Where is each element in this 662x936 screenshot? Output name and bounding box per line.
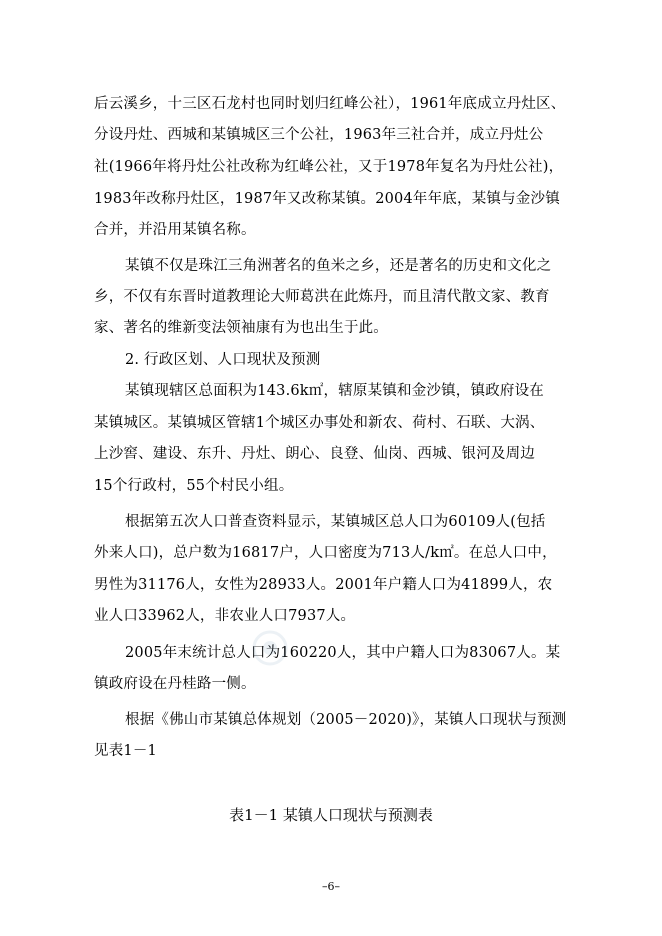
paragraph-line: 镇政府设在丹桂路一侧。: [94, 676, 256, 692]
paragraph-line: 某镇现辖区总面积为143.6k㎡，辖原某镇和金沙镇，镇政府设在: [125, 383, 544, 399]
paragraph-line: 某镇城区。某镇城区管辖1个城区办事处和新农、荷村、石联、大涡、: [94, 415, 545, 431]
paragraph-line: 15个行政村，55个村民小组。: [94, 478, 294, 494]
paragraph-line: 男性为31176人，女性为28933人。2001年户籍人口为41899人，农: [94, 577, 553, 593]
table-caption: 表1－1 某镇人口现状与预测表: [229, 806, 433, 824]
paragraph-line: 某镇不仅是珠江三角洲著名的鱼米之乡，还是著名的历史和文化之: [125, 258, 552, 274]
paragraph-line: 乡，不仅有东晋时道教理论大师葛洪在此炼丹，而且清代散文家、教育: [94, 289, 550, 305]
paragraph-line: 分设丹灶、西城和某镇城区三个公社，1963年三社合并，成立丹灶公: [94, 127, 544, 143]
paragraph-line: 1983年改称丹灶区，1987年又改称某镇。2004年年底，某镇与金沙镇: [94, 191, 560, 207]
watermark-icon: [250, 628, 290, 668]
paragraph-line: 业人口33962人，非农业人口7937人。: [94, 608, 356, 624]
paragraph-line: 合并，并沿用某镇名称。: [94, 222, 256, 238]
page-number: –6–: [322, 880, 340, 893]
section-heading: 2. 行政区划、人口现状及预测: [125, 352, 321, 368]
paragraph-line: 上沙窖、建设、东升、丹灶、朗心、良登、仙岗、西城、银河及周边: [94, 446, 535, 462]
paragraph-line: 家、著名的维新变法领袖康有为也出生于此。: [94, 320, 388, 336]
paragraph-line: 后云溪乡，十三区石龙村也同时划归红峰公社），1961年底成立丹灶区、: [94, 96, 566, 112]
paragraph-line: 外来人口)，总户数为16817户，人口密度为713人/k㎡。在总人口中，: [94, 545, 557, 561]
paragraph-line: 2005年末统计总人口为160220人，其中户籍人口为83067人。某: [125, 645, 561, 661]
paragraph-line: 根据《佛山市某镇总体规划（2005－2020)》，某镇人口现状与预测: [125, 712, 567, 728]
paragraph-line: 社(1966年将丹灶公社改称为红峰公社，又于1978年复名为丹灶公社)，: [94, 159, 564, 175]
paragraph-line: 见表1－1: [94, 743, 157, 759]
paragraph-line: 根据第五次人口普查资料显示，某镇城区总人口为60109人(包括: [125, 514, 546, 530]
